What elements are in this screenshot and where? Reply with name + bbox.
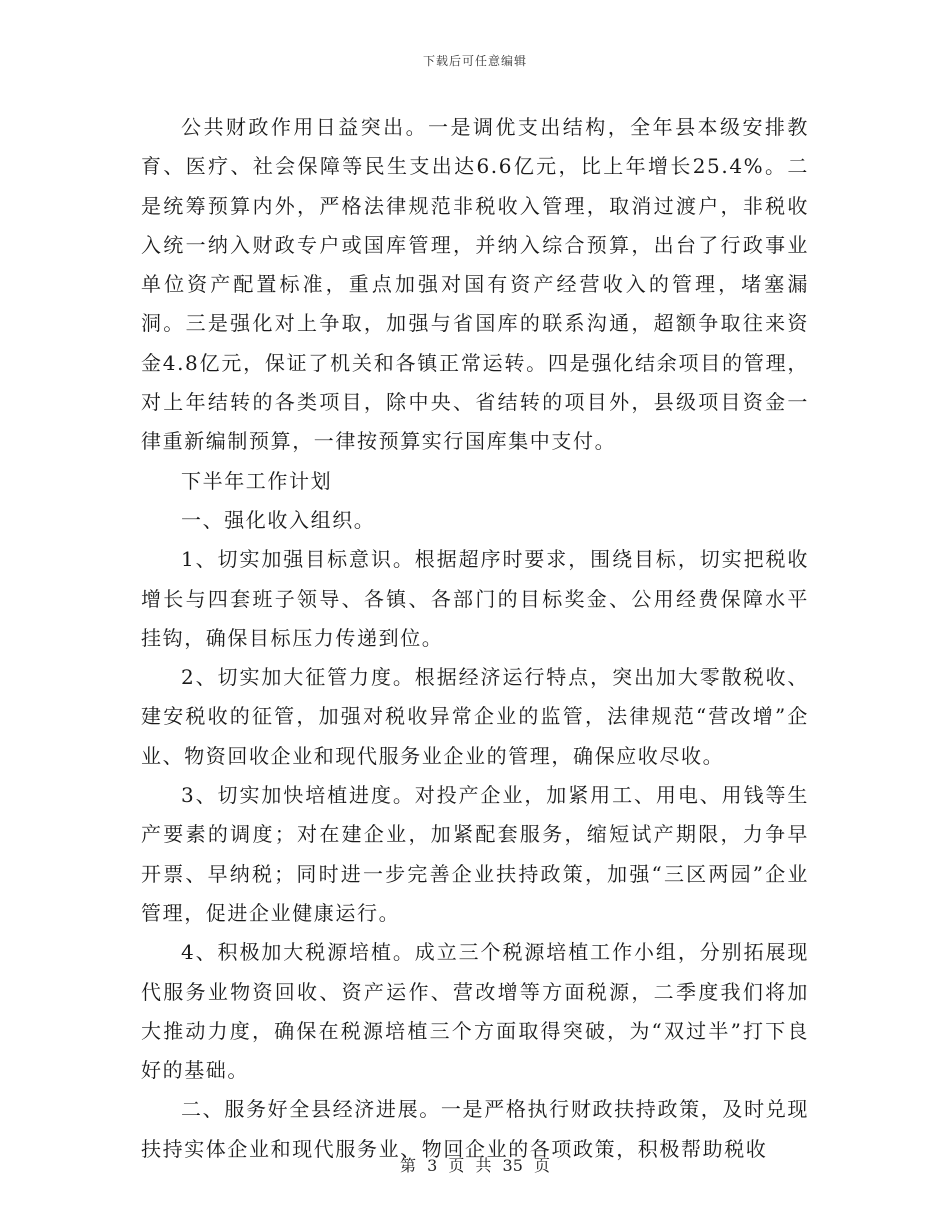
paragraph-item-2: 2、切实加大征管力度。根据经济运行特点，突出加大零散税收、建安税收的征管，加强对税收异常企业的监管，法律规范“营改增”企业、物资回收企业和现代服务业企业的管理，确保应收尽收。 (141, 665, 809, 768)
paragraph-fiscal-role: 公共财政作用日益突出。一是调优支出结构，全年县本级安排教育、医疗、社会保障等民生支出达6.6亿元，比上年增长25.4%。二是统筹预算内外，严格法律规范非税收入管理，取消过渡户，非税收入统一纳入财政专户或国库管理，并纳入综合预算，出台了行政事业单位资产配置标准，重点加强对国有资产经营收入的管理，堵塞漏洞。三是强化对上争取，加强与省国库的联系沟通，超额争取往来资金4.8亿元，保证了机关和各镇正常运转。四是强化结余项目的管理，对上年结转的各类项目，除中央、省结转的项目外，县级项目资金一律重新编制预算，一律按预算实行国库集中支付。 (141, 115, 809, 454)
paragraph-item-4: 4、积极加大税源培植。成立三个税源培植工作小组，分别拓展现代服务业物资回收、资产运作、营改增等方面税源，二季度我们将加大推动力度，确保在税源培植三个方面取得突破，为“双过半”打下良好的基础。 (141, 940, 809, 1083)
document-body (141, 108, 809, 1169)
page-header-note: 下载后可任意编辑 (422, 54, 527, 68)
paragraph-item-3: 3、切实加快培植进度。对投产企业，加紧用工、用电、用钱等生产要素的调度；对在建企业，加紧配套服务，缩短试产期限，力争早开票、早纳税；同时进一步完善企业扶持政策，加强“三区两园”企业管理，促进企业健康运行。 (141, 783, 809, 925)
paragraph-item-1: 1、切实加强目标意识。根据超序时要求，围绕目标，切实把税收增长与四套班子领导、各镇、各部门的目标奖金、公用经费保障水平挂钩，确保目标压力传递到位。 (141, 547, 809, 650)
heading-second-half-plan: 下半年工作计划 (181, 468, 333, 493)
paragraph-section-2: 二、服务好全县经济进展。一是严格执行财政扶持政策，及时兑现扶持实体企业和现代服务业、物回企业的各项政策，积极帮助税收 (141, 1097, 809, 1161)
heading-strengthen-revenue: 一、强化收入组织。 (181, 507, 376, 532)
page-number: 第 3 页 共 35 页 (400, 1156, 550, 1175)
